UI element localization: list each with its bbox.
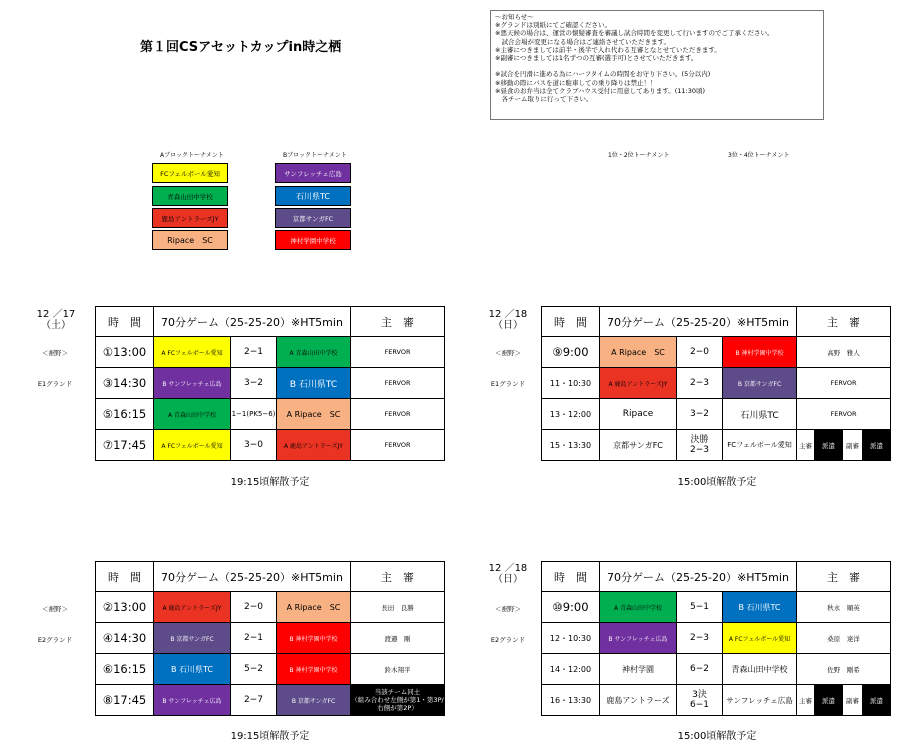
schedule-table-right-e1: 時 間 70分ゲーム（25-25-20）※HT5min 主 審 ⑨9:00 A Ripace SC 2−0 B 神村学園中学校 高野 雅人 11・10:30 A 鹿島アントラーズJY 2−3 B 京都サンガFC FERVOR 13・12:00 Ripace 3−2 石川県TC FERVOR 15・13:30 京都サンガFC 決勝 2−3 FCフェルボール愛知 主審 派遣 副審 派遣 <box>541 306 891 461</box>
dismiss-note: 15:00頃解散予定 <box>677 477 757 488</box>
dismiss-note: 19:15頃解散予定 <box>230 477 310 488</box>
notice-box: ～お知らせ～ ※グランドは別紙にてご確認ください。 ※悪天候の場合は、運営の懐疑審査を審議し試合時間を変更して行いますのでご了承ください。 試合会場が変更になる場合はご連絡させていただきます。 ※主審につきましては前半・後半で入れ代わる互審となとせていただきます。 ※副審につきましては1名ずつの互審(選手可)とさせていただきます。 ※試合を円滑に進める為にハーフタイムの時間をお守り下さい。(5分以内) ※移動の際にバスを道に駐車しての乗り降りは禁止！！ ※昼食のお弁当は全てクラブハウス受付に用意してあります。(11:30頃) 各チーム取りに行って下さい。 <box>490 10 824 120</box>
table-row: ③14:30 B サンフレッチェ広島 3−2 B 石川県TC FERVOR <box>96 368 445 399</box>
ground-label: E1グランド <box>37 380 73 388</box>
block-a-team: 鹿島アントラーズJY <box>152 208 228 228</box>
table-row: ⑤16:15 A 青森山田中学校 1−1(PK5−6) A Ripace SC FERVOR <box>96 399 445 430</box>
schedule-table-left-e1 <box>95 306 445 461</box>
table-row: 14・12:00 神村学園 6−2 青森山田中学校 佐野 剛希 <box>542 654 891 685</box>
block-b-team: サンフレッチェ広島 <box>275 163 351 183</box>
venue-label: ＜裾野＞ <box>42 349 68 357</box>
table-row: ⑦17:45 A FCフェルボール愛知 3−0 A 鹿島アントラーズJY FERVOR <box>96 430 445 461</box>
date-label: 12 ／18 （日） <box>488 563 528 585</box>
table-row: ①13:00 A FCフェルボール愛知 2−1 A 青森山田中学校 FERVOR <box>96 337 445 368</box>
table-row: ⑩9:00 A 青森山田中学校 5−1 B 石川県TC 秋永 順英 <box>542 592 891 623</box>
header-time: 時 間 <box>96 307 154 337</box>
header-ref: 主 審 <box>351 307 445 337</box>
table-row: ④14:30 B 京都サンガFC 2−1 B 神村学園中学校 渡邉 剛 <box>96 623 445 654</box>
table-row: ⑧17:45 B サンフレッチェ広島 2−7 B 京都サンガFC 当該チーム同士 （組み合わせ左側が第1・第3P/右側が第2P） <box>96 685 445 716</box>
schedule-table-right-e2: 時 間 70分ゲーム（25-25-20）※HT5min 主 審 ⑩9:00 A 青森山田中学校 5−1 B 石川県TC 秋永 順英 12・10:30 B サンフレッチェ広島 2−3 A FCフェルボール愛知 桑原 達洋 14・12:00 神村学園 6−2 青森山田中学校 佐野 剛希 16・13:30 鹿島アントラーズ 3決 6−1 サンフレッチェ広島 主審 派遣 副審 派遣 <box>541 561 891 716</box>
table-row: 11・10:30 A 鹿島アントラーズJY 2−3 B 京都サンガFC FERVOR <box>542 368 891 399</box>
page-title: 第１回CSアセットカップin時之栖 <box>140 40 342 55</box>
tournament-3-4-label: 3位・4位トーナメント <box>728 152 790 159</box>
date-label: 12 ／17 （土） <box>36 309 76 331</box>
venue-label: ＜裾野＞ <box>495 605 521 613</box>
block-a-label: Aブロックトーナメント <box>160 152 224 159</box>
block-a-team: 青森山田中学校 <box>152 186 228 206</box>
block-b-team: 神村学園中学校 <box>275 230 351 250</box>
block-a-team: FCフェルボール愛知 <box>152 163 228 183</box>
table-row: 16・13:30 鹿島アントラーズ 3決 6−1 サンフレッチェ広島 主審 派遣 副審 派遣 <box>542 685 891 716</box>
ground-label: E2グランド <box>37 636 73 644</box>
schedule-table-left-e2: 時 間 70分ゲーム（25-25-20）※HT5min 主 審 ②13:00 A 鹿島アントラーズJY 2−0 A Ripace SC 長田 良勝 ④14:30 B 京都サンガFC 2−1 B 神村学園中学校 渡邉 剛 ⑥16:15 B 石川県TC 5−2 B 神村学園中学校 鈴木翔平 ⑧17:45 B サンフレッチェ広島 2−7 B 京都サンガFC 当該チーム同士 （組み合わせ左側が第1・第3P/右側が第2P） <box>95 561 445 716</box>
block-b-label: Bブロックトーナメント <box>283 152 347 159</box>
date-label: 12 ／18 （日） <box>488 309 528 331</box>
table-row: 12・10:30 B サンフレッチェ広島 2−3 A FCフェルボール愛知 桑原 達洋 <box>542 623 891 654</box>
block-b-team: 京都サンガFC <box>275 208 351 228</box>
table-row: 15・13:30 京都サンガFC 決勝 2−3 FCフェルボール愛知 主審 派遣 副審 派遣 <box>542 430 891 461</box>
dismiss-note: 15:00頃解散予定 <box>677 731 757 742</box>
table-row: 13・12:00 Ripace 3−2 石川県TC FERVOR <box>542 399 891 430</box>
table-row: ⑨9:00 A Ripace SC 2−0 B 神村学園中学校 高野 雅人 <box>542 337 891 368</box>
block-b-team: 石川県TC <box>275 186 351 206</box>
ground-label: E1グランド <box>490 380 526 388</box>
table-row: ⑥16:15 B 石川県TC 5−2 B 神村学園中学校 鈴木翔平 <box>96 654 445 685</box>
table-row: ②13:00 A 鹿島アントラーズJY 2−0 A Ripace SC 長田 良勝 <box>96 592 445 623</box>
venue-label: ＜裾野＞ <box>495 349 521 357</box>
venue-label: ＜裾野＞ <box>42 605 68 613</box>
tournament-1-2-label: 1位・2位トーナメント <box>608 152 670 159</box>
block-a-team: Ripace SC <box>152 230 228 250</box>
ground-label: E2グランド <box>490 636 526 644</box>
header-game: 70分ゲーム（25-25-20）※HT5min <box>154 307 351 337</box>
dismiss-note: 19:15頃解散予定 <box>230 731 310 742</box>
